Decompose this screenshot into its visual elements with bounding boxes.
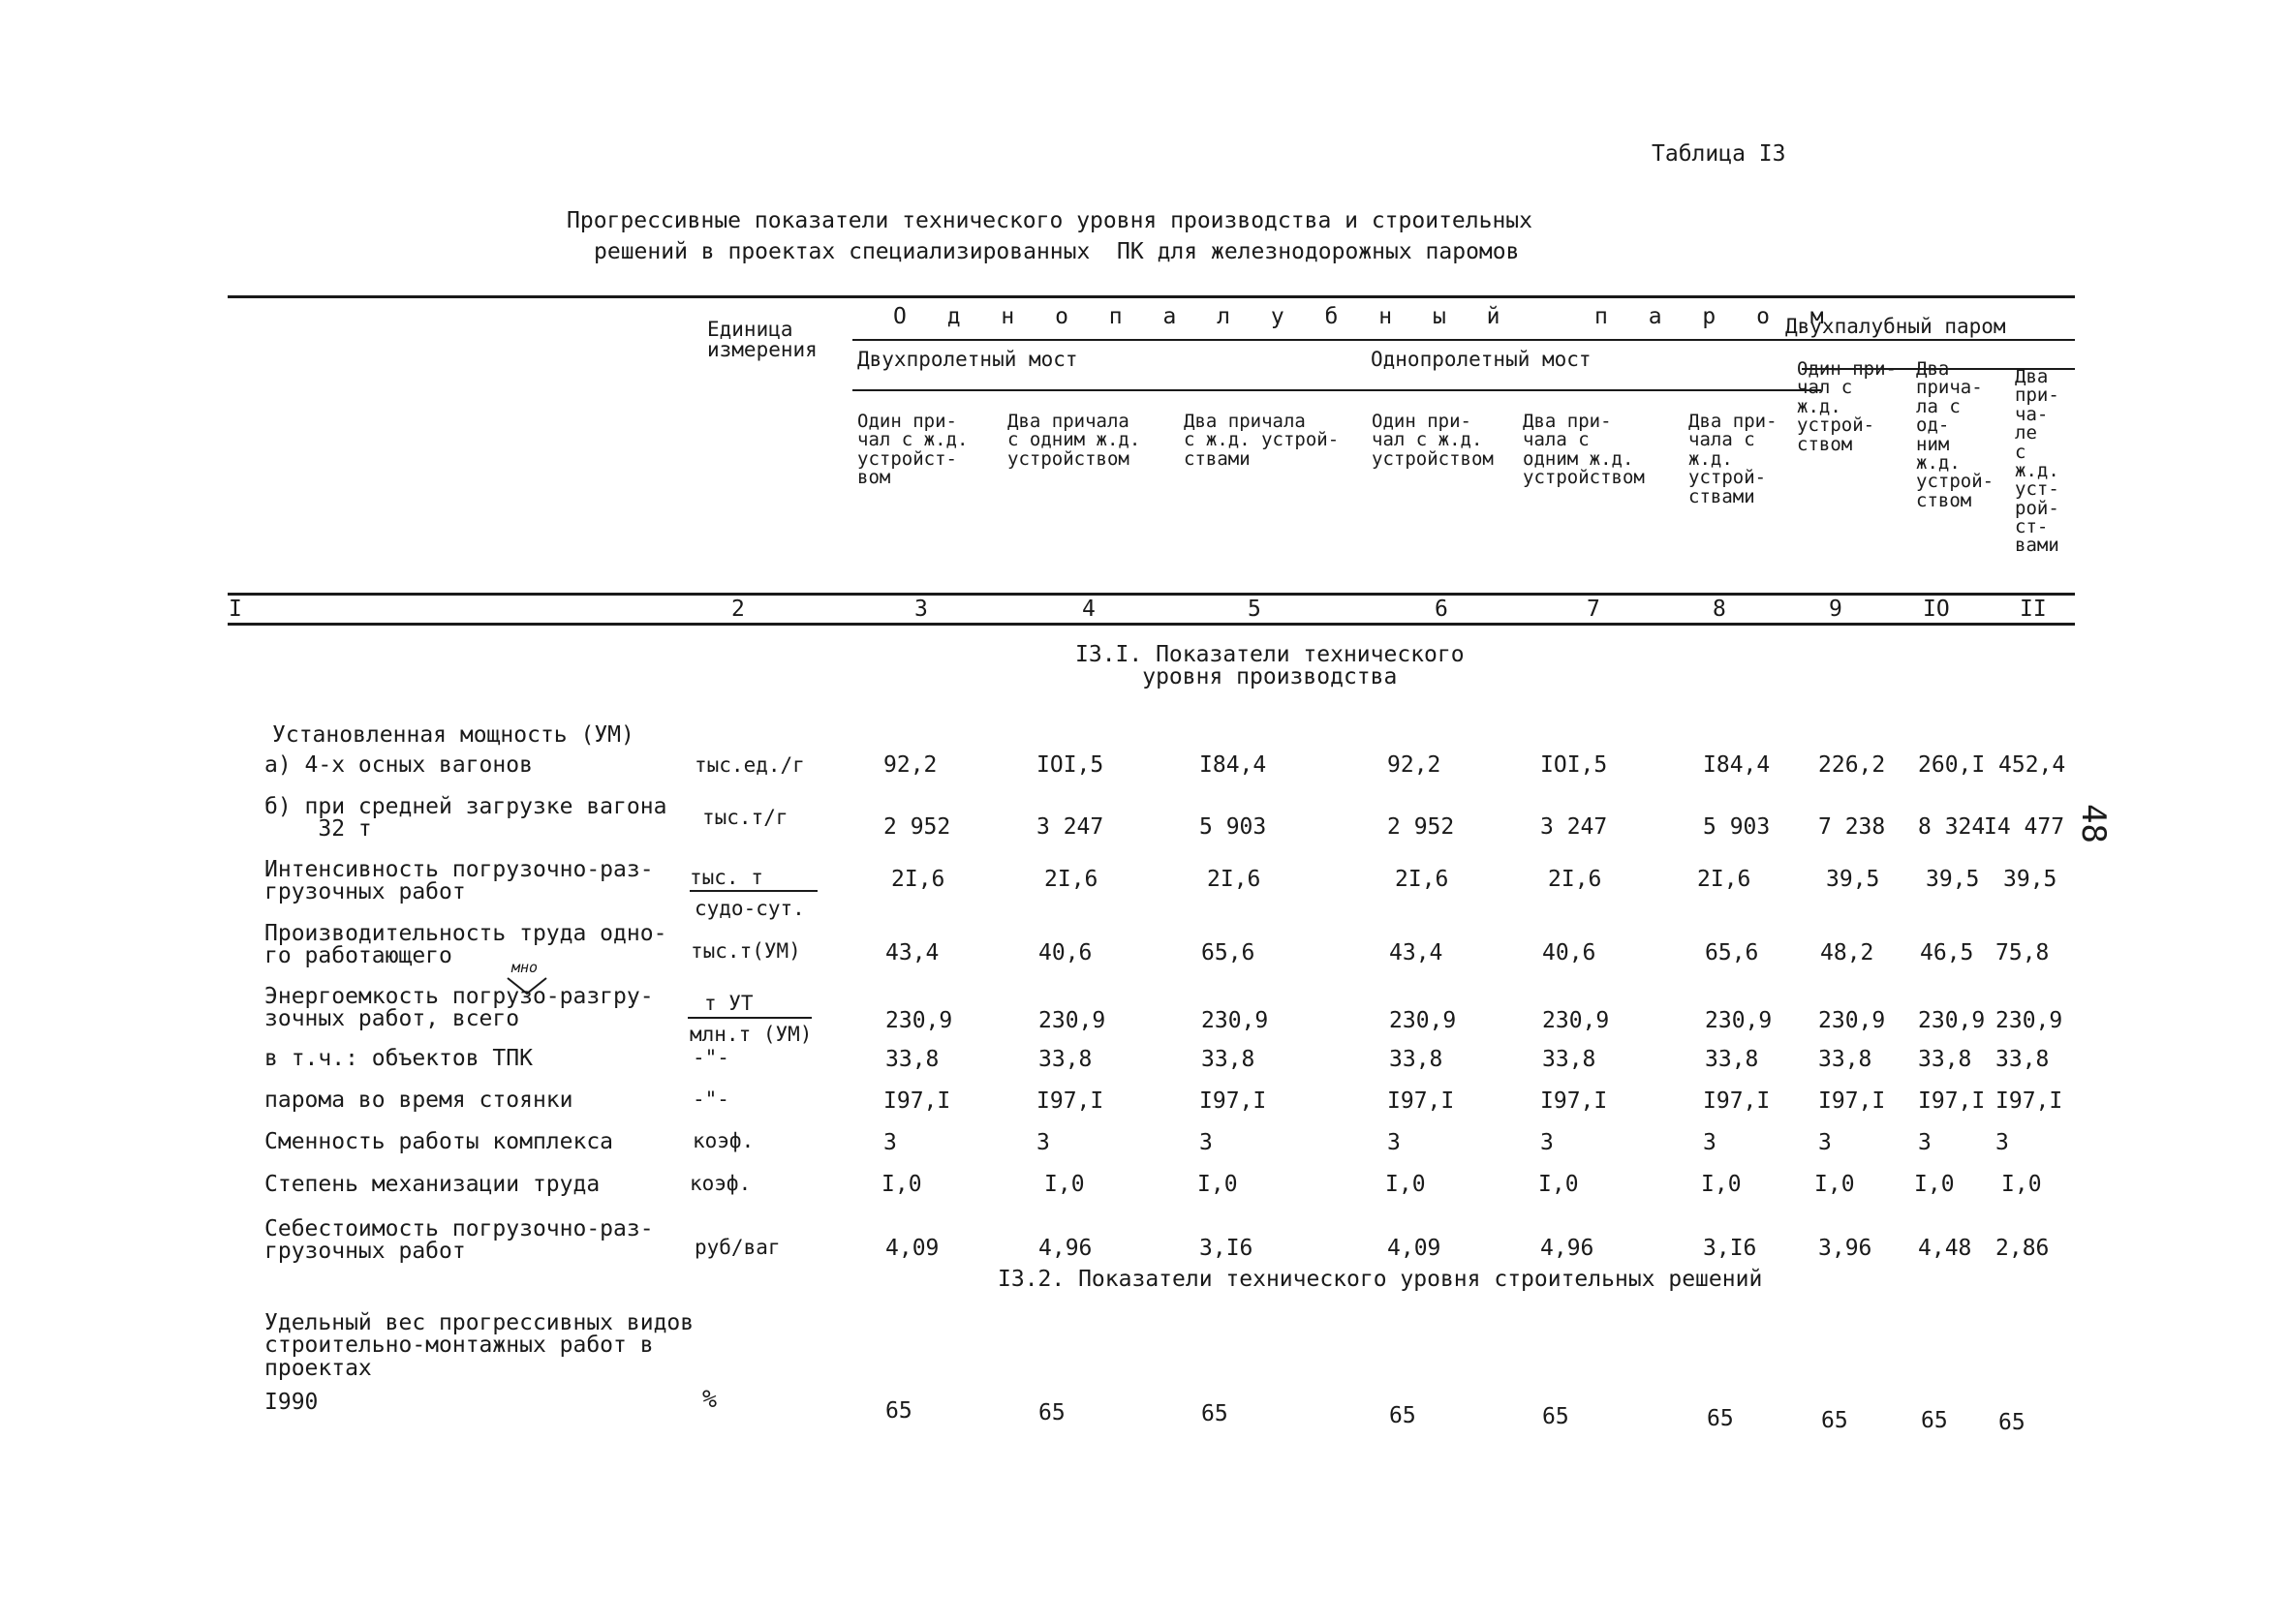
- cell: 7 238: [1818, 814, 1886, 840]
- col-header-4: Два причала с одним ж.д. устройством: [1007, 411, 1141, 470]
- col-number-10: IO: [1923, 597, 1950, 622]
- row-label-energy: Энергоемкость погрузо-разгру- зочных работ, всего: [264, 984, 654, 1032]
- row-label-progressive-share: Удельный вес прогрессивных видов строительно-монтажных работ в проектах: [264, 1310, 695, 1381]
- one-span-header: Однопролетный мост: [1371, 348, 1592, 371]
- header-bottom-rule: [228, 593, 2075, 596]
- col-number-11: II: [2020, 597, 2047, 622]
- cell: 65: [1707, 1406, 1734, 1431]
- cell: I97,I: [1995, 1088, 2063, 1114]
- unit-intensity-fraction-line: [690, 890, 818, 892]
- cell: 4,09: [885, 1236, 940, 1261]
- unit-productivity: тыс.т(УМ): [691, 939, 801, 963]
- cell: 75,8: [1995, 940, 2050, 965]
- cell: I97,I: [1818, 1088, 1886, 1114]
- cell: I,0: [1385, 1172, 1426, 1197]
- cell: 3: [883, 1130, 897, 1155]
- row-label-tpk-objects: в т.ч.: объектов ТПК: [264, 1046, 533, 1071]
- two-span-header: Двухпролетный мост: [857, 348, 1078, 371]
- col-header-5: Два причала с ж.д. устрой- ствами: [1184, 411, 1340, 470]
- col-header-10: Два прича- ла с од- ним ж.д. устрой- ством: [1916, 358, 1994, 511]
- unit-percent: %: [702, 1385, 718, 1413]
- cell: 65: [1201, 1401, 1228, 1426]
- cell: 3: [1818, 1130, 1832, 1155]
- cell: 65,6: [1705, 940, 1759, 965]
- cell: 3,96: [1818, 1236, 1872, 1261]
- unit-header: Единица измерения: [707, 318, 818, 362]
- cell: 230,9: [1542, 1008, 1610, 1033]
- cell: 2I,6: [1697, 867, 1751, 892]
- cell: I97,I: [1036, 1088, 1104, 1114]
- table-label: Таблица I3: [1652, 141, 1786, 167]
- col-header-7: Два при- чала с одним ж.д. устройством: [1523, 411, 1645, 489]
- section-1-title: I3.I. Показатели технического уровня производства: [1075, 642, 1465, 690]
- cell: I,0: [1914, 1172, 1955, 1197]
- cell: 92,2: [883, 752, 938, 778]
- col-number-4: 4: [1082, 597, 1096, 622]
- col-header-9: Один при- чал с ж.д. устрой- ством: [1797, 358, 1897, 455]
- single-deck-header: О д н о п а л у б н ы й п а р о м: [893, 304, 1838, 329]
- cell: 46,5: [1920, 940, 1974, 965]
- cell: 65: [1038, 1400, 1066, 1425]
- header-rule-3: [852, 389, 1821, 391]
- cell: 230,9: [1201, 1008, 1269, 1033]
- cell: I97,I: [883, 1088, 951, 1114]
- cell: 3: [1387, 1130, 1401, 1155]
- cell: I84,4: [1199, 752, 1267, 778]
- row-label-mechanization: Степень механизации труда: [264, 1172, 601, 1197]
- cell: 3,I6: [1703, 1236, 1757, 1261]
- cell: 2I,6: [1548, 867, 1602, 892]
- cell: 92,2: [1387, 752, 1441, 778]
- col-number-9: 9: [1829, 597, 1842, 622]
- col-number-6: 6: [1435, 597, 1448, 622]
- row-label-cost: Себестоимость погрузочно-раз- грузочных работ: [264, 1216, 654, 1265]
- cell: I,0: [1044, 1172, 1085, 1197]
- cell: 3: [1918, 1130, 1932, 1155]
- cell: 3 247: [1540, 814, 1608, 840]
- cell: I97,I: [1387, 1088, 1455, 1114]
- double-deck-header: Двухпалубный паром: [1785, 315, 2006, 338]
- cell: 48,2: [1820, 940, 1874, 965]
- cell: 2I,6: [1395, 867, 1449, 892]
- unit-intensity-num: тыс. т: [690, 866, 763, 889]
- cell: 39,5: [1826, 867, 1880, 892]
- cell: 3: [1540, 1130, 1554, 1155]
- unit-intensity-den: судо-сут.: [695, 897, 805, 920]
- cell: 43,4: [885, 940, 940, 965]
- cell: 3: [1995, 1130, 2009, 1155]
- cell: 40,6: [1038, 940, 1093, 965]
- row-label-4axle-wagons: а) 4-х осных вагонов: [264, 752, 533, 778]
- unit-energy-fraction-line: [688, 1017, 812, 1019]
- cell: 33,8: [1542, 1047, 1596, 1072]
- cell: 65: [1821, 1408, 1848, 1433]
- cell: 4,96: [1540, 1236, 1594, 1261]
- cell: 5 903: [1199, 814, 1267, 840]
- cell: I97,I: [1199, 1088, 1267, 1114]
- numbers-rule: [228, 623, 2075, 626]
- cell: 230,9: [1918, 1008, 1986, 1033]
- cell: 230,9: [1995, 1008, 2063, 1033]
- cell: 226,2: [1818, 752, 1886, 778]
- unit-mechanization: коэф.: [690, 1172, 752, 1195]
- cell: 5 903: [1703, 814, 1771, 840]
- cell: 230,9: [885, 1008, 953, 1033]
- unit-ferry: -"-: [693, 1088, 729, 1111]
- cell: 33,8: [1995, 1047, 2050, 1072]
- row-label-ferry-parking: парома во время стоянки: [264, 1088, 573, 1113]
- cell: 230,9: [1818, 1008, 1886, 1033]
- cell: 33,8: [885, 1047, 940, 1072]
- col-header-6: Один при- чал с ж.д. устройством: [1372, 411, 1494, 470]
- cell: 39,5: [1926, 867, 1980, 892]
- cell: I97,I: [1540, 1088, 1608, 1114]
- col-header-3: Один при- чал с ж.д. устройст- вом: [857, 411, 969, 489]
- unit-energy-den: млн.т (УМ): [690, 1023, 813, 1046]
- cell: 4,96: [1038, 1236, 1093, 1261]
- handwritten-note: мно: [511, 959, 539, 976]
- header-top-rule: [228, 295, 2075, 298]
- cell: 33,8: [1918, 1047, 1972, 1072]
- cell: 3: [1703, 1130, 1716, 1155]
- row-label-intensity: Интенсивность погрузочно-раз- грузочных работ: [264, 857, 654, 905]
- unit-tpk: -"-: [693, 1046, 729, 1069]
- cell: 230,9: [1389, 1008, 1457, 1033]
- cell: I97,I: [1918, 1088, 1986, 1114]
- col-number-3: 3: [914, 597, 928, 622]
- row-label-avg-load: б) при средней загрузке вагона 32 т: [264, 794, 667, 843]
- row-label-1990: I990: [264, 1390, 319, 1415]
- cell: 260,I: [1918, 752, 1986, 778]
- unit-avg-load: тыс.т/г: [702, 806, 788, 829]
- cell: 4,09: [1387, 1236, 1441, 1261]
- header-rule-2: [852, 339, 2075, 341]
- col-number-1: I: [229, 597, 242, 622]
- cell: 65: [1998, 1410, 2025, 1435]
- cell: 452,4: [1998, 752, 2066, 778]
- cell: 65: [1389, 1403, 1416, 1428]
- cell: I,0: [881, 1172, 922, 1197]
- cell: I,0: [1814, 1172, 1855, 1197]
- cell: 230,9: [1705, 1008, 1773, 1033]
- cell: 3: [1036, 1130, 1050, 1155]
- cell: 2 952: [1387, 814, 1455, 840]
- cell: 3 247: [1036, 814, 1104, 840]
- cell: 3,I6: [1199, 1236, 1253, 1261]
- cell: 33,8: [1201, 1047, 1255, 1072]
- cell: I,0: [2001, 1172, 2042, 1197]
- page-number: 48: [2074, 804, 2113, 843]
- cell: 65: [1542, 1404, 1569, 1429]
- unit-4axle: тыс.ед./г: [695, 753, 805, 777]
- unit-cost: руб/ваг: [695, 1236, 781, 1259]
- row-label-installed-power: Установленная мощность (УМ): [272, 722, 634, 748]
- cell: 65: [885, 1398, 912, 1424]
- cell: 3: [1199, 1130, 1213, 1155]
- title-line-1: Прогрессивные показатели технического уровня производства и строительных: [567, 208, 1532, 233]
- col-header-11: Два при- ча- ле с ж.д. уст- рой- ст- вами: [2015, 366, 2059, 557]
- cell: 4,48: [1918, 1236, 1972, 1261]
- cell: 65,6: [1201, 940, 1255, 965]
- unit-energy-num: т УТ: [704, 992, 754, 1015]
- cell: 2I,6: [1044, 867, 1098, 892]
- unit-shifts: коэф.: [693, 1129, 755, 1152]
- cell: I,0: [1538, 1172, 1579, 1197]
- cell: 230,9: [1038, 1008, 1106, 1033]
- cell: 2I,6: [1207, 867, 1261, 892]
- cell: 8 324: [1918, 814, 1986, 840]
- col-header-8: Два при- чала с ж.д. устрой- ствами: [1688, 411, 1778, 507]
- col-number-7: 7: [1587, 597, 1600, 622]
- col-number-2: 2: [731, 597, 745, 622]
- col-number-5: 5: [1248, 597, 1261, 622]
- cell: IOI,5: [1540, 752, 1608, 778]
- cell: 33,8: [1705, 1047, 1759, 1072]
- cell: 65: [1921, 1408, 1948, 1433]
- cell: I,0: [1197, 1172, 1238, 1197]
- cell: 2 952: [883, 814, 951, 840]
- cell: I,0: [1701, 1172, 1742, 1197]
- row-label-shifts: Сменность работы комплекса: [264, 1129, 614, 1154]
- cell: I97,I: [1703, 1088, 1771, 1114]
- cell: 2,86: [1995, 1236, 2050, 1261]
- cell: 40,6: [1542, 940, 1596, 965]
- cell: I4 477: [1984, 814, 2065, 840]
- cell: 39,5: [2003, 867, 2057, 892]
- cell: 33,8: [1389, 1047, 1443, 1072]
- cell: 43,4: [1389, 940, 1443, 965]
- row-label-productivity: Производительность труда одно- го работающего: [264, 921, 667, 969]
- cell: I84,4: [1703, 752, 1771, 778]
- cell: 33,8: [1038, 1047, 1093, 1072]
- section-2-title: I3.2. Показатели технического уровня строительных решений: [998, 1267, 1763, 1292]
- title-line-2: решений в проектах специализированных ПК для железнодорожных паромов: [594, 239, 1520, 264]
- col-number-8: 8: [1713, 597, 1726, 622]
- cell: 2I,6: [891, 867, 945, 892]
- cell: IOI,5: [1036, 752, 1104, 778]
- cell: 33,8: [1818, 1047, 1872, 1072]
